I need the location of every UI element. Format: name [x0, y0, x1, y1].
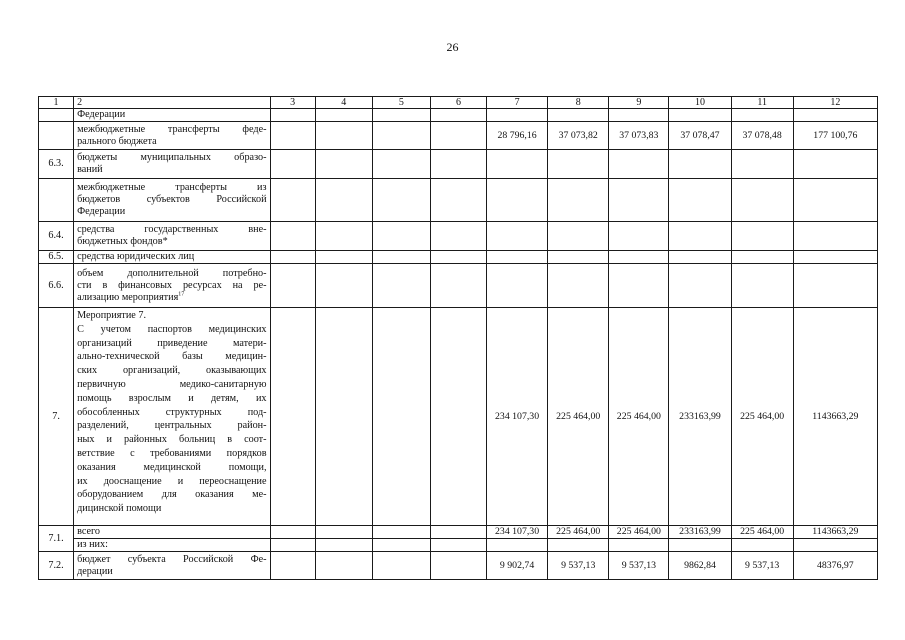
header-cell: 4 [315, 97, 372, 109]
value-cell: 37 073,82 [548, 122, 609, 150]
row-number [39, 122, 74, 150]
row-text: средства юридических лиц [74, 251, 270, 264]
header-cell: 9 [609, 97, 669, 109]
table-row [39, 308, 878, 526]
value-cell: 233163,99 [669, 526, 731, 539]
row-number: 6.5. [39, 251, 74, 264]
table-row [39, 179, 878, 222]
value-cell: 37 073,83 [609, 122, 669, 150]
header-cell: 3 [270, 97, 315, 109]
value-cell: 28 796,16 [487, 122, 548, 150]
table-row [39, 150, 878, 179]
row-number [39, 109, 74, 122]
value-cell: 225 464,00 [609, 526, 669, 539]
row-number: 7.2. [39, 552, 74, 580]
header-cell: 12 [793, 97, 877, 109]
header-cell: 10 [669, 97, 731, 109]
row-text: средства государственных вне- бюджетных фондов* [74, 222, 270, 251]
value-cell: 225 464,00 [731, 526, 793, 539]
header-cell: 1 [39, 97, 74, 109]
row-number: 7.1. [39, 526, 74, 552]
table-row [39, 526, 878, 539]
value-cell: 48376,97 [793, 552, 877, 580]
table-row [39, 251, 878, 264]
header-cell: 2 [74, 97, 270, 109]
value-cell: 9 537,13 [609, 552, 669, 580]
value-cell: 233163,99 [669, 308, 731, 526]
table-row [39, 122, 878, 150]
table-row [39, 264, 878, 308]
row-text: бюджеты муниципальных образо- ваний [74, 150, 270, 179]
row-number: 6.4. [39, 222, 74, 251]
header-cell: 11 [731, 97, 793, 109]
value-cell: 225 464,00 [731, 308, 793, 526]
value-cell: 234 107,30 [487, 308, 548, 526]
value-cell: 177 100,76 [793, 122, 877, 150]
header-row [39, 97, 878, 109]
row-text: бюджет субъекта Российской Фе- дерации [74, 552, 270, 580]
table-row [39, 539, 878, 552]
value-cell: 9 902,74 [487, 552, 548, 580]
row-text: из них: [74, 539, 270, 552]
value-cell: 37 078,47 [669, 122, 731, 150]
row-text: всего [74, 526, 270, 539]
value-cell: 225 464,00 [548, 526, 609, 539]
value-cell: 37 078,48 [731, 122, 793, 150]
value-cell: 1143663,29 [793, 308, 877, 526]
table-row [39, 552, 878, 580]
row-text: межбюджетные трансферты из бюджетов субъектов Российской Федерации [74, 179, 270, 222]
row-number [39, 179, 74, 222]
header-cell: 7 [487, 97, 548, 109]
budget-table [38, 96, 878, 580]
value-cell: 9862,84 [669, 552, 731, 580]
value-cell: 9 537,13 [548, 552, 609, 580]
row-text: Мероприятие 7. С учетом паспортов медицинских организаций приведение матери- ально-технической базы медицин- ских организаций, оказывающих первичную медико-санитарную помощь взрослым и детям, их обособленных структурных под- разделений, центральных район- ных и районных больниц в соот- ветствие с требованиями порядков оказания медицинской помощи, их дооснащение и переоснащение оборудованием для оказания ме- дицинской помощи [74, 308, 270, 526]
row-number: 6.3. [39, 150, 74, 179]
row-text: межбюджетные трансферты феде- рального бюджета [74, 122, 270, 150]
header-cell: 8 [548, 97, 609, 109]
row-number: 6.6. [39, 264, 74, 308]
footnote-mark: 17 [178, 291, 185, 298]
header-cell: 5 [372, 97, 430, 109]
value-cell: 225 464,00 [609, 308, 669, 526]
row-text: Федерации [74, 109, 270, 122]
page-number: 26 [446, 40, 459, 54]
value-cell: 1143663,29 [793, 526, 877, 539]
row-text: объем дополнительной потребно- сти в финансовых ресурсах на ре- ализацию мероприятия$^{17}$ [74, 264, 270, 308]
value-cell: 225 464,00 [548, 308, 609, 526]
value-cell: 9 537,13 [731, 552, 793, 580]
row-number: 7. [39, 308, 74, 526]
table-row [39, 222, 878, 251]
table-row [39, 109, 878, 122]
value-cell: 234 107,30 [487, 526, 548, 539]
header-cell: 6 [430, 97, 486, 109]
